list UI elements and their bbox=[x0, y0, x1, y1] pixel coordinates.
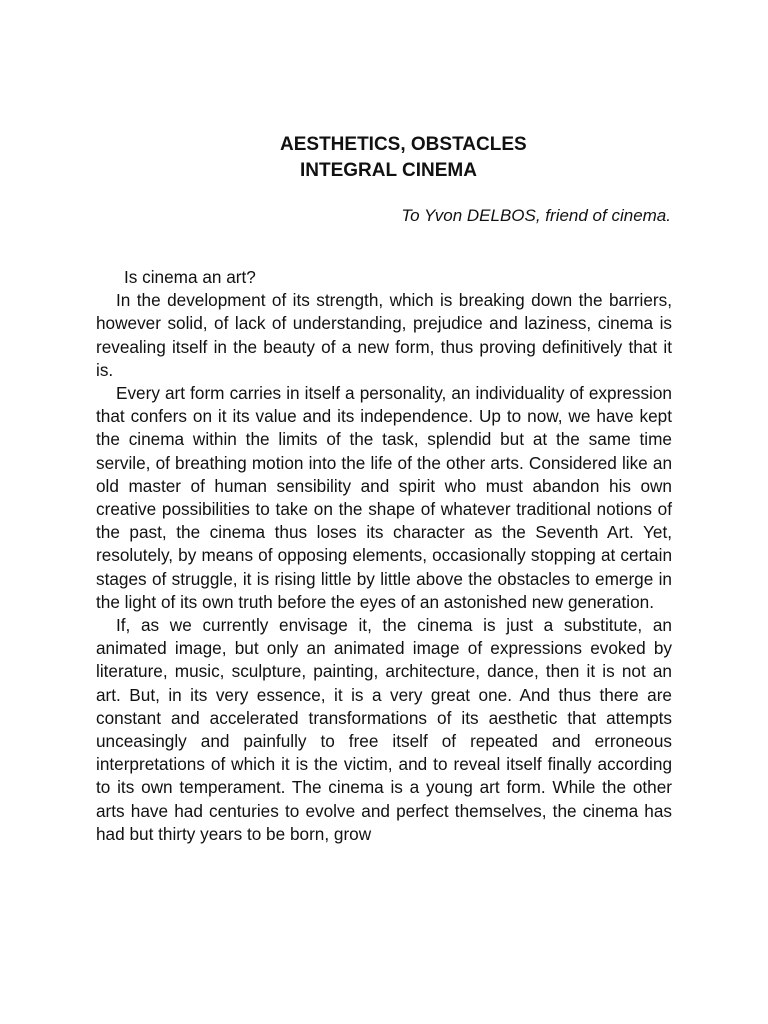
body-text bbox=[96, 266, 672, 846]
paragraph-development: In the development of its strength, which is breaking down the barriers, however solid, of lack of understanding, prejudice and laziness, cinema is revealing itself in the beauty of a new form, thus proving definitively that it is. bbox=[96, 290, 672, 380]
title-line-2: INTEGRAL CINEMA bbox=[300, 160, 477, 181]
paragraph-substitute: If, as we currently envisage it, the cinema is just a substitute, an animated image, but only an animated image of expressions evoked by literature, music, sculpture, painting, architecture, dance, then it is not an art. But, in its very essence, it is a very great one. And thus there are constant and accelerated transformations of its aesthetic that attempts unceasingly and painfully to free itself of repeated and erroneous interpretations of which it is the victim, and to reveal itself finally according to its own temperament. The cinema is a young art form. While the other arts have had centuries to evolve and perfect themselves, the cinema has had but thirty years to be born, grow bbox=[96, 615, 672, 844]
paragraph-question: Is cinema an art? bbox=[124, 267, 256, 287]
dedication: To Yvon DELBOS, friend of cinema. bbox=[401, 206, 671, 225]
paragraph-art-form: Every art form carries in itself a personality, an individuality of expression that confers on it its value and its independence. Up to now, we have kept the cinema within the limits of the task, splendid but at the same time servile, of breathing motion into the life of the other arts. Considered like an old master of human sensibility and spirit who must abandon his own creative possibilities to take on the shape of whatever traditional notions of the past, the cinema thus loses its character as the Seventh Art. Yet, resolutely, by means of opposing elements, occasionally stopping at certain stages of struggle, it is rising little by little above the obstacles to emerge in the light of its own truth before the eyes of an astonished new generation. bbox=[96, 383, 672, 612]
title-line-1: AESTHETICS, OBSTACLES bbox=[280, 134, 527, 155]
